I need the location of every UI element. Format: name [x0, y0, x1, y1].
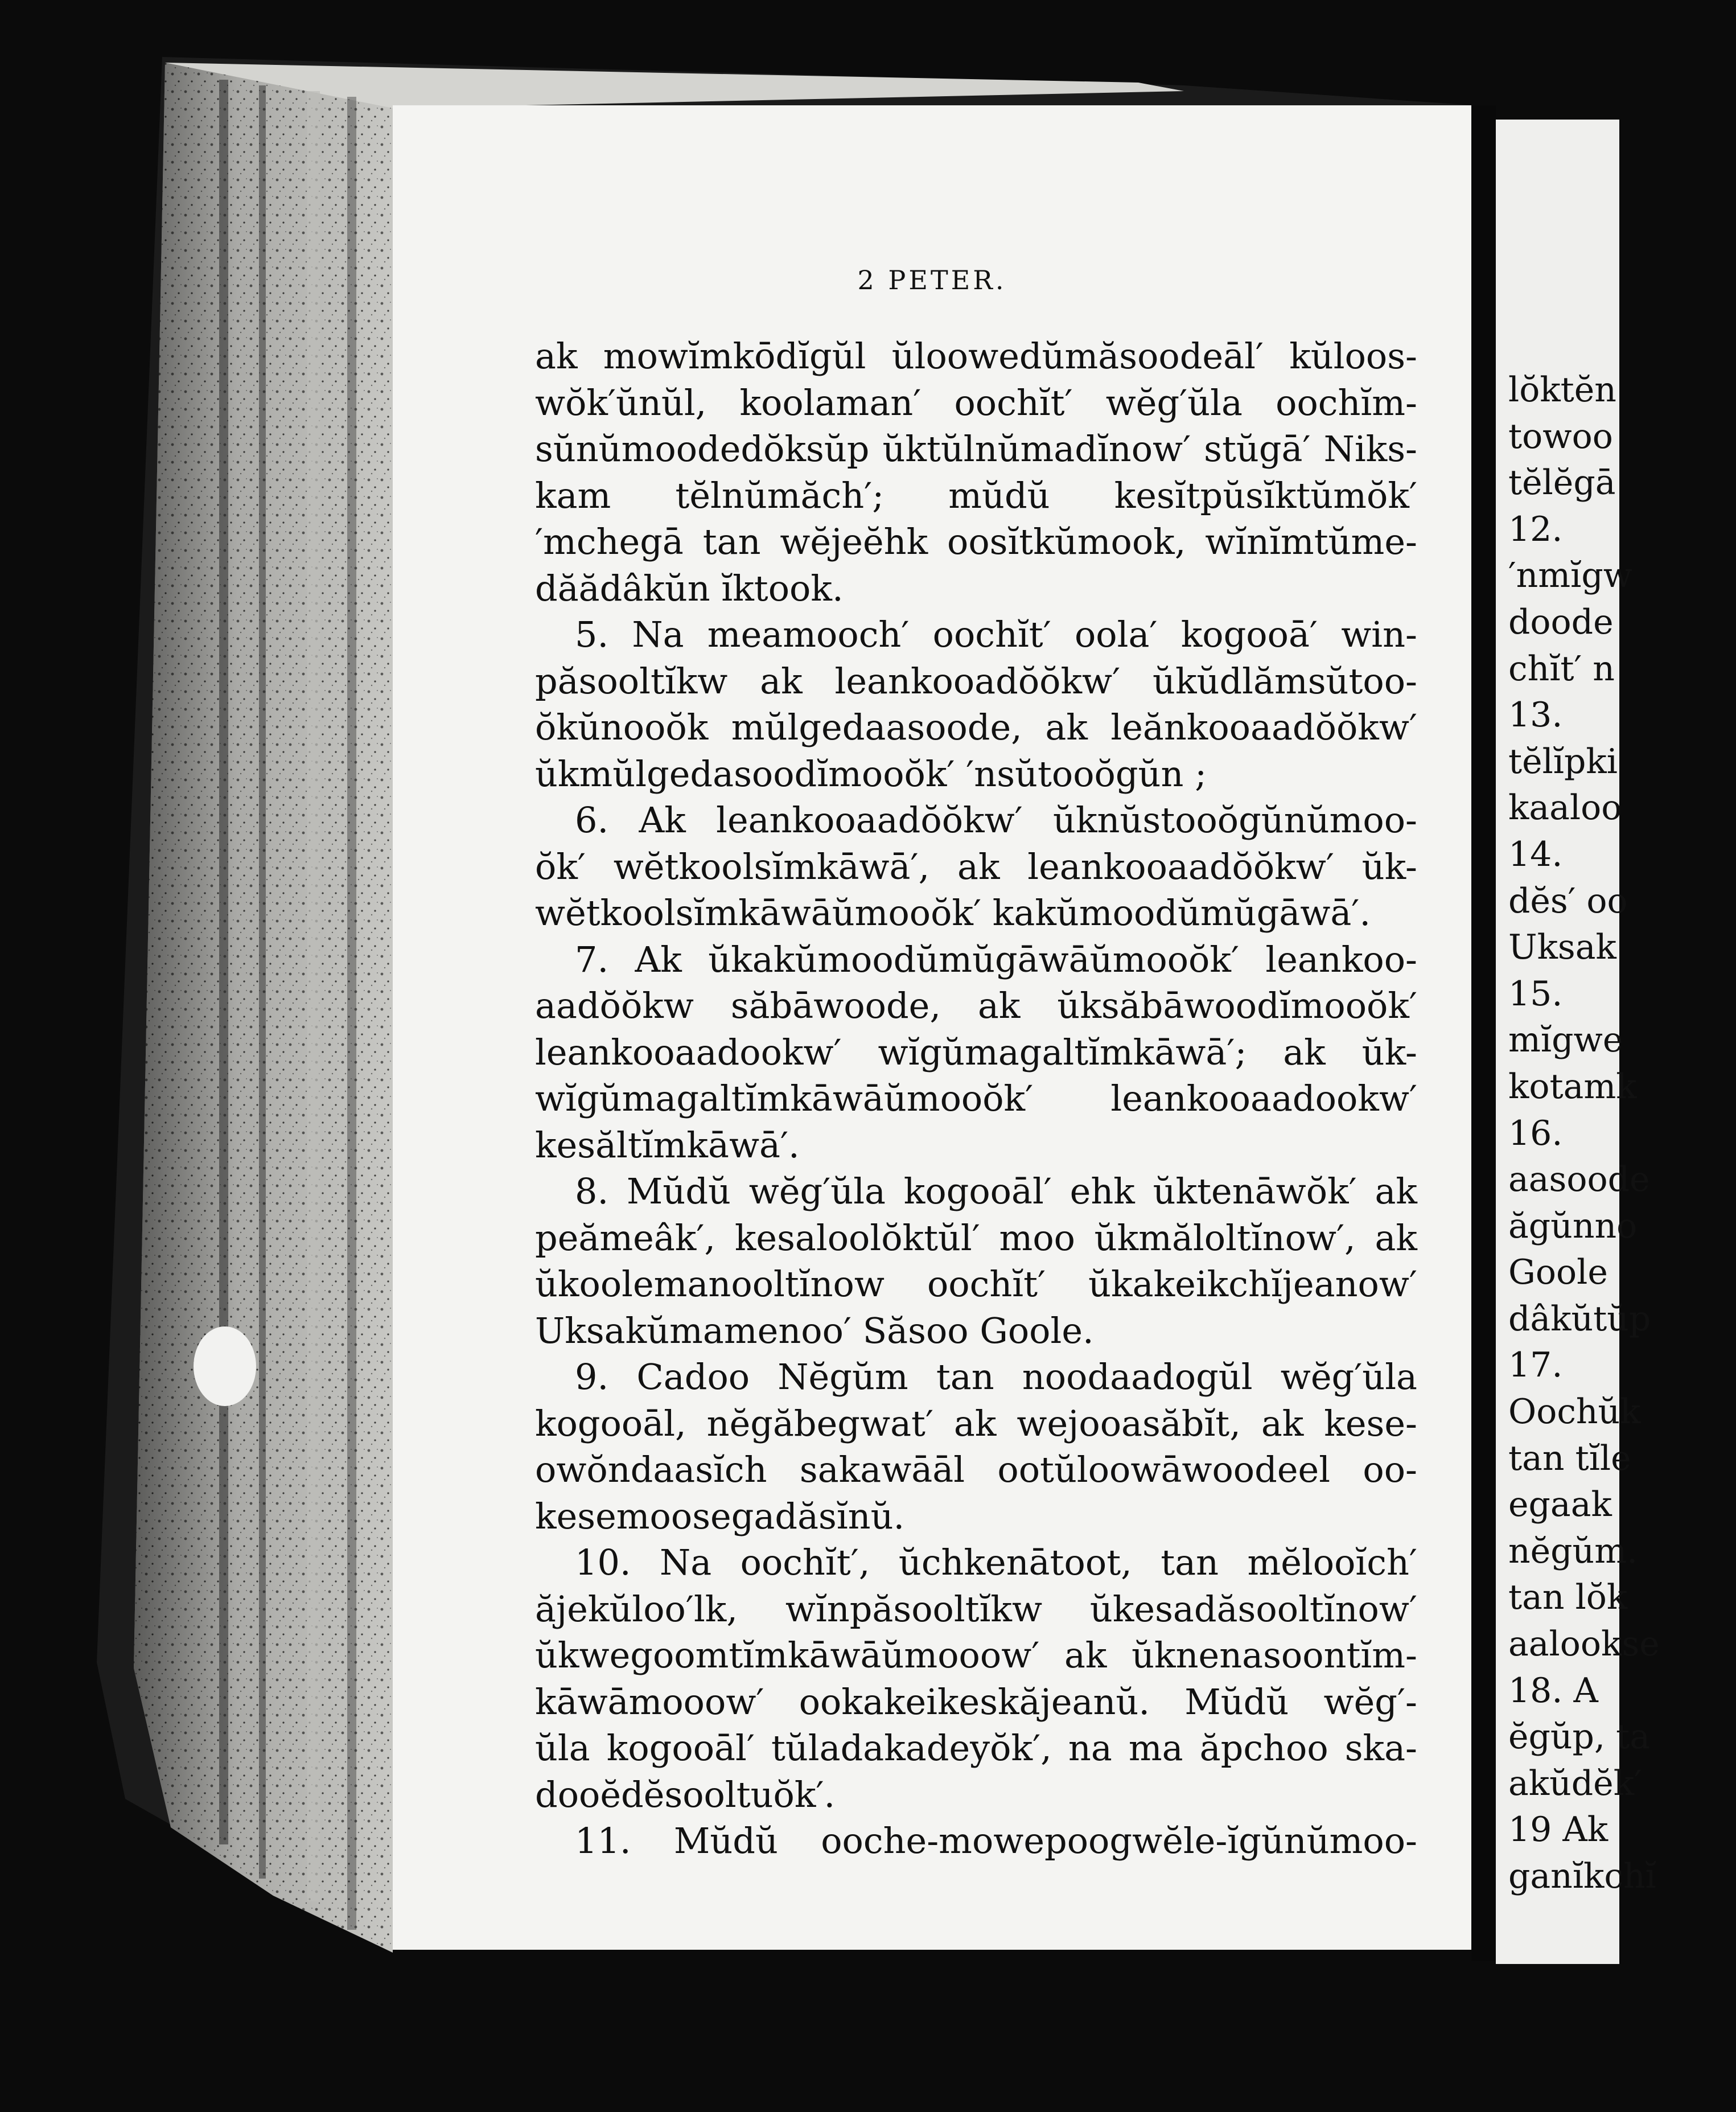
text-line: ŏk′ wĕtkoolsĭmkāwā′, ak leankooaadŏŏkw′ ŭk-: [535, 845, 1417, 887]
text-fragment: mĭgwe: [1508, 1020, 1623, 1061]
text-line: sŭnŭmoodedŏksŭp ŭktŭlnŭmadĭnow′ stŭgā′ Niks-: [535, 428, 1417, 470]
verse-start-line: 9. Cadoo Nĕgŭm tan noodaadogŭl wĕg′ŭla: [575, 1356, 1417, 1398]
text-fragment: towoo: [1508, 416, 1613, 457]
verse-start-line: 6. Ak leankooaadŏŏkw′ ŭknŭstooŏgŭnŭmoo-: [575, 799, 1417, 841]
text-fragment: ganĭkchĭ: [1508, 1856, 1656, 1896]
text-fragment: 13.: [1508, 695, 1563, 735]
text-line: ŭkwegoomtĭmkāwāŭmooow′ ak ŭknenasoontĭm-: [535, 1634, 1417, 1676]
text-fragment: tan lŏk: [1508, 1577, 1628, 1618]
text-fragment: Goole: [1508, 1252, 1608, 1293]
text-line: leankooaadookw′ wĭgŭmagaltĭmkāwā′; ak ŭk-: [535, 1031, 1417, 1073]
text-fragment: kotamk: [1508, 1066, 1637, 1107]
right-text-column: [1508, 367, 1736, 1900]
text-fragment: 19 Ak: [1508, 1810, 1609, 1850]
text-line: ŭkmŭlgedasoodĭmooŏk′ ′nsŭtooŏgŭn ;: [535, 753, 1207, 795]
text-line: kāwāmooow′ ookakeikeskăjeanŭ. Mŭdŭ wĕg′-: [535, 1680, 1417, 1723]
text-fragment: tan tĭle: [1508, 1438, 1631, 1478]
text-fragment: tĕlĭpki: [1508, 741, 1618, 782]
text-line: ăjekŭloo′lk, wĭnpăsooltĭkw ŭkesadăsooltĭnow′: [535, 1588, 1417, 1630]
text-line: wĭgŭmagaltĭmkāwāŭmooŏk′ leankooaadookw′: [535, 1078, 1417, 1119]
text-fragment: Uksak: [1508, 927, 1616, 968]
text-fragment: tĕlĕgā: [1508, 463, 1616, 503]
text-line: dooĕdĕsooltuŏk′.: [535, 1773, 836, 1815]
text-fragment: 14.: [1508, 834, 1563, 874]
text-fragment: ′nmĭgw: [1508, 556, 1633, 596]
text-fragment: aasoode: [1508, 1160, 1650, 1200]
text-fragment: 15.: [1508, 973, 1563, 1014]
text-fragment: lŏktĕn: [1508, 370, 1616, 410]
text-line: kogooāl, nĕgăbegwat′ ak wejooasăbĭt, ak kese-: [535, 1402, 1417, 1444]
text-fragment: egaak: [1508, 1485, 1612, 1525]
text-fragment: kaaloo: [1508, 788, 1622, 828]
running-head: 2 PETER.: [857, 265, 1007, 295]
text-fragment: 18. A: [1508, 1670, 1598, 1711]
text-fragment: 12.: [1508, 509, 1563, 549]
left-page: [393, 105, 1471, 1950]
text-line: dăădâkŭn ĭktook.: [535, 567, 844, 609]
text-fragment: ăgŭnno: [1508, 1206, 1638, 1246]
text-line: ŏkŭnooŏk mŭlgedaasoode, ak leănkooaadŏŏkw′: [535, 706, 1417, 748]
text-line: kesemoosegadăsĭnŭ.: [535, 1495, 905, 1537]
text-fragment: dâkŭtŭp: [1508, 1299, 1651, 1339]
text-line: ŭla kogooāl′ tŭladakadeyŏk′, na ma ăpchoo ska-: [535, 1727, 1417, 1769]
text-fragment: Oochŭk: [1508, 1392, 1641, 1432]
text-fragment: ĕgŭp, ta: [1508, 1717, 1650, 1757]
right-page-fragment: [1496, 120, 1660, 1964]
text-line: ′mchegā tan wĕjeĕhk oosĭtkŭmook, wĭnĭmtŭme-: [535, 521, 1417, 562]
text-line: ak mowĭmkōdĭgŭl ŭloowedŭmăsoodeāl′ kŭloos-: [535, 335, 1417, 377]
main-text-column: [535, 333, 1417, 1864]
text-line: wŏk′ŭnŭl, koolaman′ oochĭt′ wĕg′ŭla oochĭm-: [535, 381, 1417, 424]
verse-start-line: 5. Na meamooch′ oochĭt′ oola′ kogooā′ win-: [575, 614, 1417, 655]
text-fragment: dĕs′ oo: [1508, 881, 1628, 921]
text-fragment: aalookse: [1508, 1624, 1660, 1665]
text-line: owŏndaasĭch sakawāāl ootŭloowāwoodeel oo-: [535, 1449, 1417, 1490]
text-line: wĕtkoolsĭmkāwāŭmooŏk′ kakŭmoodŭmŭgāwā′.: [535, 892, 1371, 934]
text-line: Uksakŭmamenoo′ Săsoo Goole.: [535, 1309, 1094, 1351]
verse-start-line: 10. Na oochĭt′, ŭchkenātoot, tan mĕlooĭch′: [575, 1542, 1417, 1583]
verse-start-line: 7. Ak ŭkakŭmoodŭmŭgāwāŭmooŏk′ leankoo-: [575, 938, 1417, 980]
verse-start-line: 8. Mŭdŭ wĕg′ŭla kogooāl′ ehk ŭktenāwŏk′ ak: [575, 1170, 1417, 1212]
text-fragment: chĭt′ n: [1508, 648, 1615, 689]
text-fragment: 16.: [1508, 1113, 1563, 1153]
text-line: ŭkoolemanooltĭnow oochĭt′ ŭkakeikchĭjeanow′: [535, 1263, 1417, 1305]
text-fragment: nĕgŭm.: [1508, 1531, 1638, 1571]
text-line: kam tĕlnŭmăch′; mŭdŭ kesĭtpŭsĭktŭmŏk′: [535, 474, 1417, 516]
text-line: kesăltĭmkāwā′.: [535, 1124, 800, 1166]
text-fragment: doode: [1508, 602, 1614, 642]
text-fragment: 17.: [1508, 1345, 1563, 1386]
text-line: peămeâk′, kesaloolŏktŭl′ moo ŭkmăloltĭnow′, ak: [535, 1217, 1417, 1259]
verse-start-line: 11. Mŭdŭ ooche-mowepoogwĕle-ĭgŭnŭmoo-: [575, 1820, 1417, 1862]
text-line: aadŏŏkw săbāwoode, ak ŭksăbāwoodĭmooŏk′: [535, 985, 1417, 1026]
text-fragment: akŭdĕk′: [1508, 1763, 1642, 1803]
text-line: păsooltĭkw ak leankooadŏŏkw′ ŭkŭdlămsŭtoo-: [535, 660, 1417, 702]
